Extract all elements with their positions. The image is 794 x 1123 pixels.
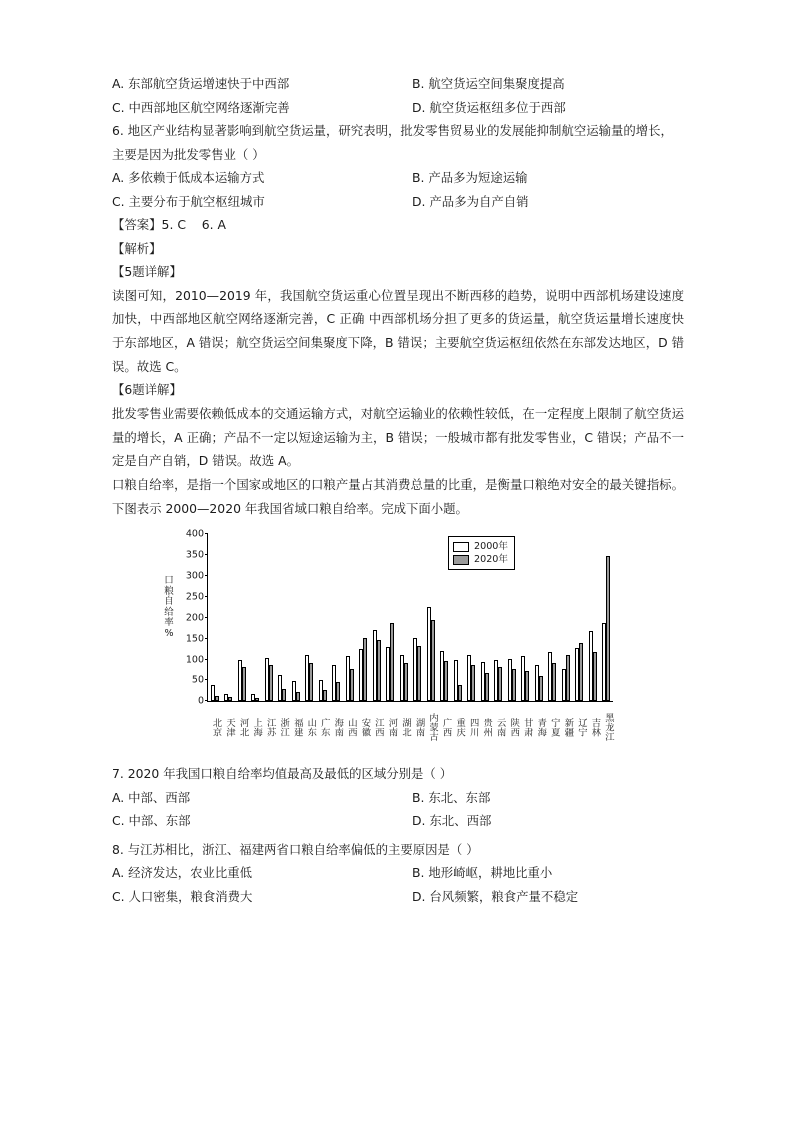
chart-bar-group xyxy=(397,534,411,701)
chart-container xyxy=(112,528,684,758)
q8-option-row-1 xyxy=(112,861,684,885)
q7-stem: 7. 2020 年我国口粮自给率均值最高及最低的区域分别是（ ） xyxy=(112,766,453,782)
chart-y-tickmark xyxy=(205,617,208,618)
chart-x-tick-label: 北京 xyxy=(210,718,222,737)
chart-y-tick: 250 xyxy=(185,591,204,603)
legend-item-2020 xyxy=(453,553,508,566)
chart-bar-2020 xyxy=(296,692,300,701)
legend-label-2000: 2000年 xyxy=(474,541,509,553)
grain-self-sufficiency-chart xyxy=(163,528,633,758)
chart-x-tick-label: 广西 xyxy=(440,718,452,737)
chart-bar-2020 xyxy=(512,669,516,702)
chart-x-tick-label: 甘肃 xyxy=(521,718,533,737)
chart-bar-group xyxy=(222,534,236,701)
chart-y-tick: 200 xyxy=(185,612,204,624)
chart-bar-2020 xyxy=(228,697,232,701)
chart-bar-2020 xyxy=(404,663,408,701)
chart-bar-group xyxy=(208,534,222,701)
chart-y-tickmark xyxy=(205,679,208,680)
chart-x-tick-label: 内蒙古 xyxy=(427,713,439,742)
chart-bar-group xyxy=(249,534,263,701)
q6-option-row-1 xyxy=(112,166,684,190)
q5-option-c: C. 中西部地区航空网络逐渐完善 xyxy=(112,99,290,115)
chart-bar-group xyxy=(573,534,587,701)
q8-option-b: B. 地形崎岖，耕地比重小 xyxy=(412,865,553,881)
chart-y-tick: 50 xyxy=(191,674,204,686)
chart-bar-2020 xyxy=(471,665,475,702)
chart-bar-2020 xyxy=(350,669,354,702)
chart-bar-2020 xyxy=(458,685,462,702)
chart-x-tick-label: 新疆 xyxy=(562,718,574,737)
chart-x-axis-labels xyxy=(207,704,613,750)
chart-x-tick-label: 上海 xyxy=(251,718,263,737)
chart-x-tick-label: 湖南 xyxy=(413,718,425,737)
chart-bar-2020 xyxy=(269,665,273,701)
chart-x-tick-label: 福建 xyxy=(291,718,303,737)
q8-option-a: A. 经济发达，农业比重低 xyxy=(112,865,253,881)
q6-detail-label: 【6题详解】 xyxy=(112,382,182,398)
q5-option-b: B. 航空货运空间集聚度提高 xyxy=(412,76,565,91)
chart-x-tick-label: 湖北 xyxy=(399,718,411,737)
chart-y-tickmark xyxy=(205,596,208,597)
chart-bar-group xyxy=(316,534,330,701)
chart-x-tick-label: 云南 xyxy=(494,718,506,737)
chart-y-tickmark xyxy=(205,533,208,534)
chart-bar-2020 xyxy=(525,671,529,701)
chart-x-tick-label: 天津 xyxy=(224,718,236,737)
chart-bar-group xyxy=(532,534,546,701)
q8-option-c: C. 人口密集，粮食消费大 xyxy=(112,888,253,904)
chart-x-tick-label: 河北 xyxy=(237,718,249,737)
chart-x-tick-label: 广东 xyxy=(318,718,330,737)
chart-x-tick-label: 河南 xyxy=(386,718,398,737)
q7-option-row-2 xyxy=(112,809,684,833)
material-text: 口粮自给率，是指一个国家或地区的口粮产量占其消费总量的比重，是衡量口粮绝对安全的最关键指标。下图表示 2000—2020 年我国省域口粮自给率。完成下面小题。 xyxy=(112,476,684,516)
chart-bar-2020 xyxy=(579,643,583,701)
chart-plot-area xyxy=(185,528,613,707)
chart-bar-group xyxy=(424,534,438,701)
chart-y-tick: 0 xyxy=(197,695,204,707)
chart-x-tick-label: 贵州 xyxy=(481,718,493,737)
chart-y-tick: 350 xyxy=(185,549,204,561)
chart-legend xyxy=(448,536,515,570)
chart-bar-2020 xyxy=(566,655,570,702)
chart-bar-group xyxy=(235,534,249,701)
chart-bar-2020 xyxy=(552,663,556,701)
q6-detail-text: 批发零售业需要依赖低成本的交通运输方式，对航空运输业的依赖性较低，在一定程度上限制了航空货运量的增长，A 正确；产品不一定以短途运输为主，B 错误；一般城市都有批发零售业，C 错误；产品不一定是自产自销，D 错误。故选 A。 xyxy=(112,405,684,469)
q6-option-c: C. 主要分布于航空枢纽城市 xyxy=(112,193,265,209)
chart-bar-2020 xyxy=(606,556,610,701)
chart-x-tick-label: 江西 xyxy=(372,718,384,737)
q7-option-c: C. 中部、东部 xyxy=(112,813,191,829)
q6-option-row-2 xyxy=(112,190,684,214)
chart-bar-2020 xyxy=(336,682,340,701)
q5-option-row-1 xyxy=(112,72,684,96)
chart-x-tick-label: 浙江 xyxy=(278,718,290,737)
q5-detail-text: 读图可知，2010—2019 年，我国航空货运重心位置呈现出不断西移的趋势，说明中西部机场建设速度加快，中西部地区航空网络逐渐完善，C 正确 中西部机场分担了更多的货运量，航空货运量增长速度快于东部地区，A 错误；航空货运空间集聚度下降，B 错误；主要航空货运枢纽依然在东部发达地区，D 错误。故选 C。 xyxy=(112,287,684,374)
chart-y-tickmark xyxy=(205,575,208,576)
q6-stem: 6. 地区产业结构显著影响到航空货运量，研究表明，批发零售贸易业的发展能抑制航空运输量的增长，主要是因为批发零售业（ ） xyxy=(112,123,673,162)
chart-bar-2020 xyxy=(593,652,597,701)
chart-bar-group xyxy=(411,534,425,701)
chart-bar-2020 xyxy=(242,667,246,701)
chart-bar-2020 xyxy=(282,689,286,702)
q8-option-d: D. 台风频繁，粮食产量不稳定 xyxy=(412,888,579,904)
q8-option-row-2 xyxy=(112,885,684,909)
chart-y-tick: 300 xyxy=(185,570,204,582)
chart-bar-2020 xyxy=(323,690,327,701)
chart-y-tickmark xyxy=(205,638,208,639)
chart-bars xyxy=(208,534,613,701)
q7-option-a: A. 中部、西部 xyxy=(112,789,191,805)
chart-bar-2020 xyxy=(363,638,367,701)
chart-bar-2020 xyxy=(417,646,421,701)
chart-x-tick-label: 宁夏 xyxy=(548,718,560,737)
chart-x-tick-label: 四川 xyxy=(467,718,479,737)
chart-x-tick-label: 黑龙江 xyxy=(602,713,614,742)
chart-x-tick-label: 安徽 xyxy=(359,718,371,737)
q6-option-a: A. 多依赖于低成本运输方式 xyxy=(112,170,265,185)
chart-y-tickmark xyxy=(205,700,208,701)
chart-bar-group xyxy=(370,534,384,701)
chart-y-tick: 400 xyxy=(185,528,204,540)
q5-detail-label: 【5题详解】 xyxy=(112,264,182,279)
q5-option-row-2 xyxy=(112,96,684,120)
q7-option-row-1 xyxy=(112,786,684,810)
chart-bar-2020 xyxy=(390,623,394,701)
chart-bar-group xyxy=(262,534,276,701)
chart-bar-2020 xyxy=(431,620,435,702)
chart-bar-group xyxy=(600,534,614,701)
chart-bar-2020 xyxy=(215,696,219,701)
chart-x-tick-label: 陕西 xyxy=(508,718,520,737)
chart-y-tickmark xyxy=(205,554,208,555)
chart-bar-group xyxy=(546,534,560,701)
chart-bar-group xyxy=(559,534,573,701)
chart-bar-group xyxy=(289,534,303,701)
q5-option-d: D. 航空货运枢纽多位于西部 xyxy=(412,99,566,115)
legend-swatch-2020-icon xyxy=(453,555,469,565)
chart-y-tick: 150 xyxy=(185,633,204,645)
legend-label-2020: 2020年 xyxy=(474,554,509,566)
chart-x-tick-label: 江苏 xyxy=(264,718,276,737)
chart-x-tick-label: 山东 xyxy=(305,718,317,737)
legend-swatch-2000-icon xyxy=(453,542,469,552)
chart-bar-2020 xyxy=(377,640,381,702)
chart-bar-2020 xyxy=(498,667,502,701)
chart-x-tick-label: 山西 xyxy=(345,718,357,737)
analysis-label: 【解析】 xyxy=(112,240,162,256)
chart-bar-group xyxy=(384,534,398,701)
chart-bar-2020 xyxy=(444,661,448,701)
chart-y-axis-label: 口粮自给率 % xyxy=(164,575,174,639)
chart-bar-group xyxy=(276,534,290,701)
chart-y-tickmark xyxy=(205,659,208,660)
answer-line: 【答案】5. C 6. A xyxy=(112,217,226,232)
q8-stem: 8. 与江苏相比，浙江、福建两省口粮自给率偏低的主要原因是（ ） xyxy=(112,841,479,857)
chart-bar-group xyxy=(519,534,533,701)
legend-item-2000 xyxy=(453,540,508,553)
chart-bar-group xyxy=(343,534,357,701)
q7-option-b: B. 东北、东部 xyxy=(412,789,491,805)
chart-bar-2020 xyxy=(485,673,489,701)
chart-x-tick-label: 辽宁 xyxy=(575,718,587,737)
chart-x-tick-label: 重庆 xyxy=(454,718,466,737)
q7-option-d: D. 东北、西部 xyxy=(412,813,492,829)
chart-bar-group xyxy=(303,534,317,701)
q6-option-d: D. 产品多为自产自销 xyxy=(412,193,529,209)
chart-bar-group xyxy=(586,534,600,701)
chart-bar-group xyxy=(330,534,344,701)
chart-x-tick-label: 青海 xyxy=(535,718,547,737)
chart-x-tick-label: 吉林 xyxy=(589,718,601,737)
q5-option-a: A. 东部航空货运增速快于中西部 xyxy=(112,76,290,91)
chart-bar-group xyxy=(357,534,371,701)
chart-bar-2020 xyxy=(539,676,543,701)
chart-x-tick-label: 海南 xyxy=(332,718,344,737)
chart-bar-2020 xyxy=(309,663,313,701)
chart-y-tick: 100 xyxy=(185,654,204,666)
q6-option-b: B. 产品多为短途运输 xyxy=(412,170,528,185)
chart-bar-2020 xyxy=(255,698,259,701)
